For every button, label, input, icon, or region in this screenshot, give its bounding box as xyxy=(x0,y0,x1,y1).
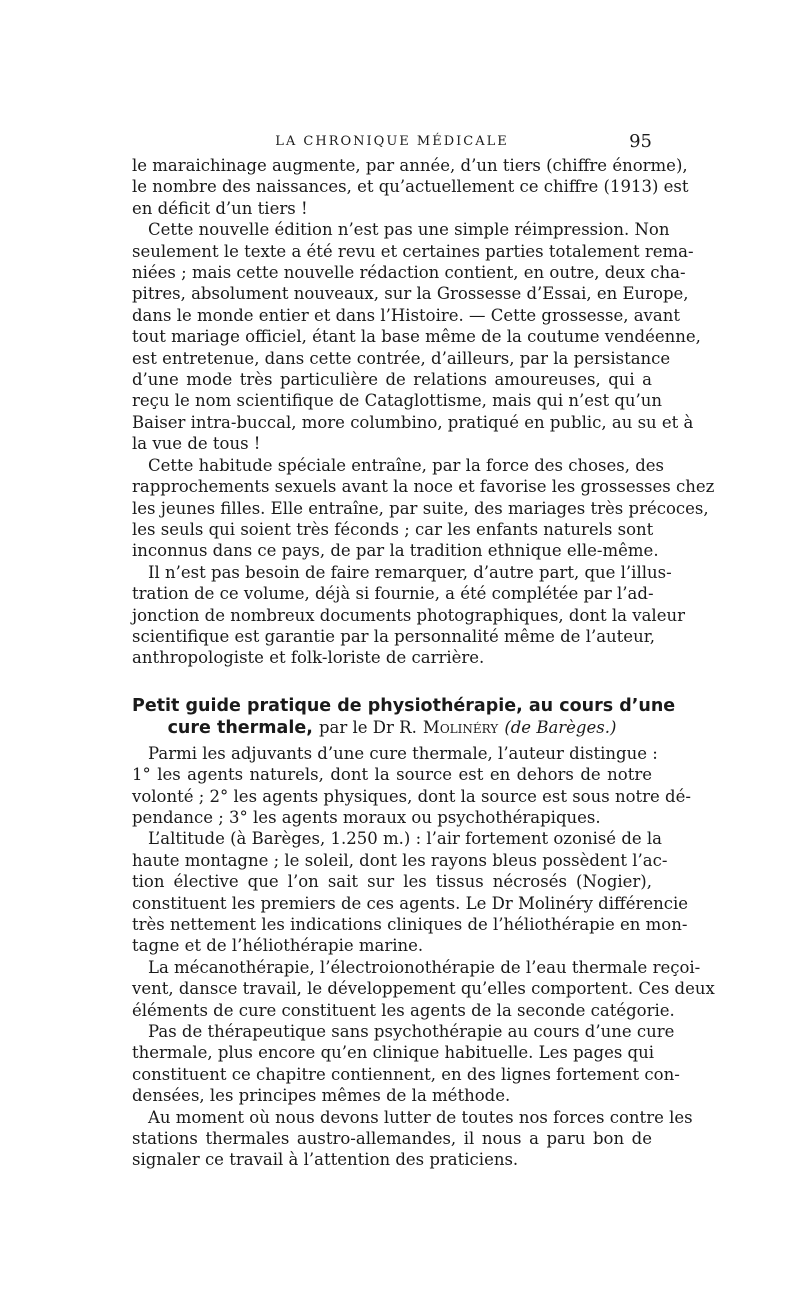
text-line: vent, dansce travail, le développement qu’elles comportent. Ces deux xyxy=(132,979,715,999)
text-line: rapprochements sexuels avant la noce et favorise les grossesses chez xyxy=(132,477,715,497)
text-line: densées, les principes mêmes de la méthode. xyxy=(132,1086,511,1106)
text-line: signaler ce travail à l’attention des praticiens. xyxy=(132,1150,519,1170)
text-line: Pas de thérapeutique sans psychothérapie au cours d’une cure xyxy=(148,1022,675,1042)
text-line: le nombre des naissances, et qu’actuellement ce chiffre (1913) est xyxy=(132,177,689,197)
section-title: Petit guide pratique de physiothérapie, au cours d’une xyxy=(132,695,676,716)
paragraph-adjuvants xyxy=(132,743,691,829)
text-line: tration de ce volume, déjà si fournie, a été complétée par l’ad- xyxy=(132,584,654,604)
paragraph-psychotherapie xyxy=(132,1021,680,1107)
section-title-continued xyxy=(132,717,652,739)
text-line: d’une mode très particulière de relations amoureuses, qui a xyxy=(132,370,652,390)
text-line: le maraichinage augmente, par année, d’un tiers (chiffre énorme), xyxy=(132,156,688,175)
text-line: est entretenue, dans cette contrée, d’ailleurs, par la persistance xyxy=(132,348,671,368)
text-line: anthropologiste et folk-loriste de carrière. xyxy=(132,648,485,668)
text-line: tion élective que l’on sait sur les tissus nécrosés (Nogier), xyxy=(132,872,652,892)
running-head xyxy=(132,131,652,153)
byline-place: (de Barèges.) xyxy=(504,717,617,737)
article-body xyxy=(132,155,715,1171)
text-line: stations thermales austro-allemandes, il nous a paru bon de xyxy=(132,1129,652,1149)
byline-author: Molinéry xyxy=(422,717,499,737)
section-heading xyxy=(132,695,676,739)
text-line: tagne et de l’héliothérapie marine. xyxy=(132,936,424,956)
text-line: les seuls qui soient très féconds ; car les enfants naturels sont xyxy=(132,519,654,539)
text-line: Baiser intra-buccal, more columbino, pratiqué en public, au su et à xyxy=(132,412,694,432)
text-line: seulement le texte a été revu et certaines parties totalement rema- xyxy=(132,241,694,261)
text-line: la vue de tous ! xyxy=(132,434,261,454)
text-line: Au moment où nous devons lutter de toutes nos forces contre les xyxy=(148,1107,693,1127)
byline-prefix: par le Dr R. xyxy=(318,717,417,737)
text-line: les jeunes filles. Elle entraîne, par suite, des mariages très précoces, xyxy=(132,498,709,518)
text-line: tout mariage officiel, étant la base même de la coutume vendéenne, xyxy=(132,327,701,347)
text-line: haute montagne ; le soleil, dont les rayons bleus possèdent l’ac- xyxy=(132,850,668,870)
paragraph-nouvelle-edition xyxy=(132,219,701,454)
paragraph-habitude xyxy=(132,455,715,562)
paragraph-conclusion xyxy=(132,1107,693,1171)
text-line: dans le monde entier et dans l’Histoire. — Cette grossesse, avant xyxy=(132,305,680,325)
text-line: thermale, plus encore qu’en clinique habituelle. Les pages qui xyxy=(132,1043,655,1063)
text-line: Cette habitude spéciale entraîne, par la force des choses, des xyxy=(148,455,665,475)
text-line: La mécanothérapie, l’électroionothérapie de l’eau thermale reçoi- xyxy=(148,957,701,977)
running-title: LA CHRONIQUE MÉDICALE xyxy=(275,134,509,149)
text-line: Parmi les adjuvants d’une cure thermale, l’auteur distingue : xyxy=(148,743,658,763)
text-line: en déficit d’un tiers ! xyxy=(132,198,308,218)
text-line: L’altitude (à Barèges, 1.250 m.) : l’air fortement ozonisé de la xyxy=(148,829,663,849)
paragraph-mecanotherapie xyxy=(132,957,715,1021)
text-line: Cette nouvelle édition n’est pas une simple réimpression. Non xyxy=(148,220,670,240)
paragraph-maraichinage xyxy=(132,155,689,219)
text-line: scientifique est garantie par la personnalité même de l’auteur, xyxy=(132,626,656,646)
text-line: niées ; mais cette nouvelle rédaction contient, en outre, deux cha- xyxy=(132,263,686,283)
text-line: volonté ; 2° les agents physiques, dont la source est sous notre dé- xyxy=(132,786,691,806)
text-line: pendance ; 3° les agents moraux ou psychothérapiques. xyxy=(132,807,601,827)
paragraph-altitude xyxy=(132,828,689,956)
text-line: très nettement les indications cliniques de l’héliothérapie en mon- xyxy=(132,915,688,934)
page-number: 95 xyxy=(629,131,652,152)
text-line: Il n’est pas besoin de faire remarquer, d’autre part, que l’illus- xyxy=(148,562,672,582)
text-line: jonction de nombreux documents photographiques, dont la valeur xyxy=(132,605,685,625)
text-line: pitres, absolument nouveaux, sur la Grossesse d’Essai, en Europe, xyxy=(132,284,689,304)
text-line: reçu le nom scientifique de Cataglottisme, mais qui n’est qu’un xyxy=(132,391,663,411)
paragraph-illustration xyxy=(132,562,685,669)
text-line: éléments de cure constituent les agents de la seconde catégorie. xyxy=(132,1000,675,1020)
text-line: 1° les agents naturels, dont la source est en dehors de notre xyxy=(132,765,652,785)
text-line: constituent ce chapitre contiennent, en des lignes fortement con- xyxy=(132,1064,680,1084)
text-line: constituent les premiers de ces agents. Le Dr Molinéry différencie xyxy=(132,893,689,913)
section-title-line2: cure thermale, xyxy=(167,717,313,738)
text-line: inconnus dans ce pays, de par la tradition ethnique elle-même. xyxy=(132,541,659,561)
